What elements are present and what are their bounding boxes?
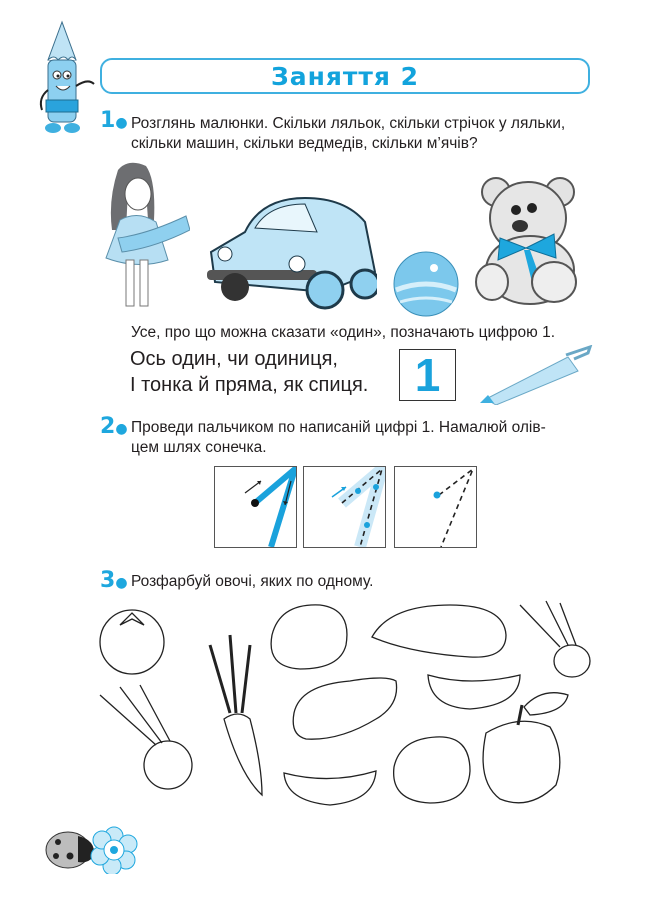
ball-picture-icon (392, 250, 460, 318)
doll-picture-icon (98, 160, 190, 315)
rule-statement: Усе, про що можна сказати «один», позначають цифрою 1. (131, 324, 555, 341)
digit-one-dashed-icon (395, 467, 476, 547)
task-2-instructions (131, 418, 601, 458)
digit-one-card (399, 349, 456, 401)
poem (130, 346, 368, 398)
onion-left-icon (100, 685, 192, 789)
digit-one: 1 (414, 349, 441, 401)
poem-line-1: Ось один, чи одиниця, (130, 348, 338, 370)
car-picture-icon (205, 192, 377, 314)
task-1-line-1: Розглянь малюнки. Скільки ляльок, скільки стрічок у ляльки, (131, 115, 566, 132)
flower-icon (90, 826, 138, 874)
task-1-line-2: скільки машин, скільки ведмедів, скільки м’ячів? (131, 135, 478, 152)
task-2-line-1: Проведи пальчиком по написаній цифрі 1. Намалюй олів- (131, 419, 546, 436)
onion-top-right-icon (520, 601, 590, 677)
eggplant-icon (293, 678, 396, 739)
apple-icon (483, 693, 568, 803)
tracing-box-stroke-guide[interactable] (214, 466, 297, 548)
carrot-icon (210, 635, 262, 795)
task-number-text: 2 (100, 414, 116, 439)
potato-bottom-icon (394, 737, 470, 803)
pea-pod-right-icon (428, 675, 520, 709)
task-3-line-1: Розфарбуй овочі, яких по одному. (131, 573, 374, 590)
task-3-number: 3● (100, 568, 128, 593)
page-title: Заняття 2 (270, 61, 420, 91)
task-1-number: 1● (100, 108, 128, 133)
task-2-number: 2● (100, 414, 128, 439)
potato-top-icon (271, 605, 347, 669)
pencil-mascot-icon (36, 20, 102, 138)
digit-one-ladybug-path-icon (304, 467, 385, 547)
poem-line-2: І тонка й пряма, як спиця. (130, 374, 369, 396)
teddy-bear-picture-icon (474, 170, 586, 308)
vegetables-coloring-area[interactable] (90, 595, 600, 820)
tracing-box-dashed-outline[interactable] (394, 466, 477, 548)
task-2-line-2: цем шлях сонечка. (131, 439, 267, 456)
task-number-text: 1 (100, 108, 116, 133)
cucumber-icon (372, 605, 506, 657)
task-1-instructions (131, 114, 601, 154)
task-number-text: 3 (100, 568, 116, 593)
pea-pod-bottom-icon (284, 771, 376, 805)
pen-icon (478, 345, 593, 405)
digit-one-stroke-icon (215, 467, 296, 547)
task-3-instructions (131, 572, 601, 592)
lesson-title-banner (100, 58, 590, 94)
tracing-box-ladybug-path[interactable] (303, 466, 386, 548)
tomato-icon (100, 610, 164, 674)
